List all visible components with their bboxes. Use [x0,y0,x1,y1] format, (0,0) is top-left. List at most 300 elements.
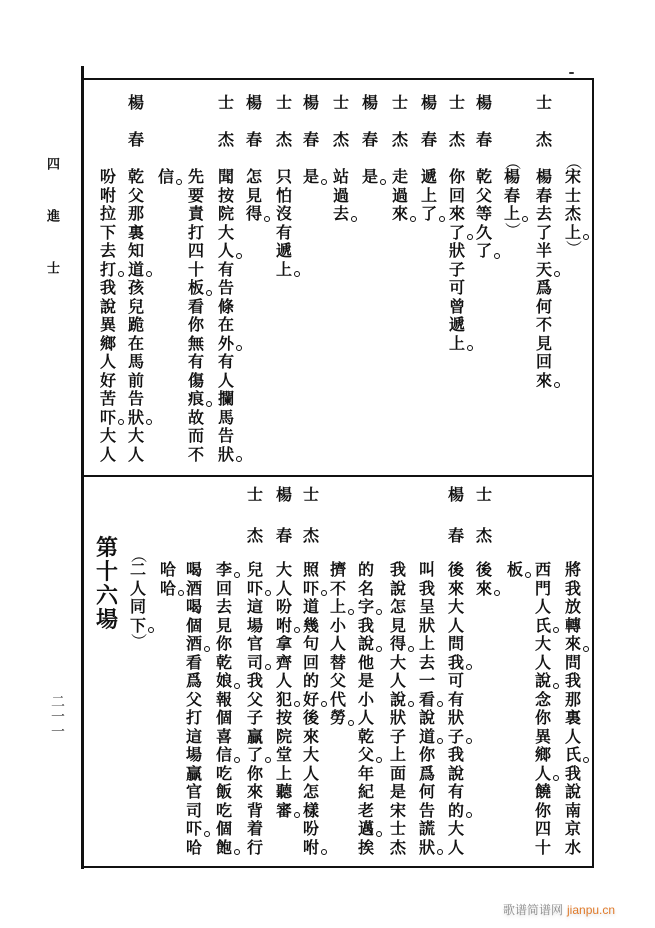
glyph: 春 [420,130,437,149]
glyph: 下 [99,222,116,242]
glyph: 杰 [246,526,263,545]
punctuation-circle [294,627,300,633]
glyph: 無 [187,333,204,353]
glyph: 句 [302,634,319,653]
glyph: 遞 [275,241,292,260]
glyph: 痕 [187,390,205,409]
glyph: 乾 [215,652,232,672]
glyph: 上 [329,598,347,617]
glyph: 大 [389,652,406,672]
glyph: 士 [332,93,349,112]
punctuation-circle [321,179,327,185]
glyph: 遞 [448,315,465,334]
glyph: 大 [534,634,551,653]
glyph: 轉 [564,615,581,635]
glyph: 見 [535,333,552,353]
glyph: 大 [217,222,234,242]
glyph: 楊 [275,485,292,504]
glyph: 父 [127,185,144,205]
glyph: 二 [129,560,146,579]
glyph: 一 [418,671,435,690]
glyph: 在 [217,315,234,334]
glyph: 打 [185,708,202,727]
glyph: 見 [389,615,406,635]
punctuation-circle [236,253,242,259]
glyph: 子 [389,726,406,746]
dialogue-text [418,561,436,857]
glyph: 那 [127,204,144,223]
glyph: 兒 [127,296,144,316]
glyph: 將 [564,560,581,579]
glyph: 拉 [99,204,116,223]
dialogue-continuation-column [389,0,407,928]
glyph: 信 [157,168,175,187]
glyph: 等 [475,204,492,223]
dialogue-text [329,561,347,728]
glyph: 贏 [246,726,263,746]
glyph: 條 [217,296,234,316]
glyph: 來 [535,372,553,391]
glyph: 有 [447,782,464,801]
glyph: 楊 [245,93,262,112]
dialogue-text [185,561,203,857]
glyph: 見 [245,185,262,205]
glyph: 爲 [185,671,202,690]
glyph: 父 [185,689,202,709]
punctuation-circle [554,382,560,388]
glyph: 人 [127,444,144,464]
punctuation-circle [494,253,500,259]
glyph: 替 [329,652,346,672]
glyph: 杰 [275,130,292,149]
glyph: 上 [503,205,521,224]
glyph: 司 [246,654,264,673]
glyph: 四 [534,819,551,838]
glyph: 先 [187,167,204,186]
glyph: 春 [361,130,378,149]
glyph: 杰 [332,130,349,149]
glyph: 見 [215,615,232,635]
glyph: 道 [418,728,436,747]
glyph: 按 [275,708,292,727]
dialogue-text [389,561,407,857]
glyph: 告 [217,426,234,445]
glyph: 來 [246,782,263,801]
glyph: 擠 [329,560,346,579]
glyph: 行 [246,837,263,857]
glyph: 我 [564,578,581,598]
glyph: 去 [332,205,350,224]
glyph: 楊 [420,93,437,112]
glyph: 狀 [389,708,406,727]
glyph: 可 [447,671,464,690]
glyph: 紀 [357,782,374,801]
glyph: 來 [564,635,582,654]
glyph: 人 [275,671,292,690]
punctuation-circle [583,646,589,652]
glyph: 要 [187,185,204,205]
glyph: ） [129,632,148,649]
glyph: 裏 [127,222,144,242]
glyph: 過 [391,185,408,205]
glyph: 人 [534,597,551,616]
glyph: 孩 [127,278,144,297]
glyph: 道 [127,261,145,280]
glyph: 呈 [418,597,435,616]
punctuation-circle [234,757,240,763]
glyph: 吓 [246,580,264,599]
dialogue-continuation-column [418,0,436,928]
glyph: 走 [391,167,408,186]
dialogue-continuation-column [564,0,582,928]
punctuation-circle [236,345,242,351]
glyph: 人 [329,634,346,653]
glyph: （ [129,546,148,563]
glyph: 士 [475,485,492,504]
glyph: 娘 [215,672,233,691]
punctuation-circle [294,271,300,277]
glyph: 飯 [215,782,232,801]
glyph: 我 [418,578,435,598]
glyph: 第 [95,535,118,561]
glyph: 我 [447,745,464,764]
glyph: 按 [217,185,234,205]
glyph: 堂 [275,745,292,764]
glyph: 酒 [185,578,202,598]
punctuation-circle [553,683,559,689]
glyph: 吓 [302,580,320,599]
punctuation-circle [583,757,589,763]
glyph: 楊 [302,93,319,112]
glyph: 是 [389,782,406,801]
glyph: 楊 [503,167,520,186]
glyph: 氏 [534,617,552,636]
glyph: 春 [302,130,319,149]
glyph: 遞 [420,167,437,186]
glyph: 鄉 [534,745,551,764]
glyph: 吓 [99,409,117,428]
glyph: 人 [99,352,116,371]
punctuation-circle [466,738,472,744]
glyph: 杰 [302,526,319,545]
glyph: 有 [447,689,464,709]
glyph: 吩 [99,167,116,186]
punctuation-circle [439,216,445,222]
glyph: 說 [447,763,464,783]
glyph: 門 [534,578,551,598]
glyph: 吃 [215,800,232,820]
glyph: 父 [475,185,492,205]
punctuation-circle [265,664,271,670]
glyph: 小 [329,615,346,635]
glyph: 乾 [475,167,492,186]
glyph: 怎 [302,782,319,801]
glyph: 哈 [159,580,177,599]
glyph: 年 [357,763,374,783]
glyph: 問 [447,634,464,653]
glyph: 咐 [302,839,320,858]
glyph: 去 [99,241,116,260]
glyph: 喜 [215,726,232,746]
glyph: 回 [448,185,465,205]
glyph: 你 [534,800,551,820]
glyph: 了 [420,205,438,224]
glyph: 咐 [99,185,116,205]
glyph: 齊 [275,652,292,672]
glyph: 氏 [564,746,582,765]
glyph: 李 [215,561,233,580]
punctuation-circle [525,572,531,578]
glyph: 士 [535,93,552,112]
glyph: 楊 [447,485,464,504]
glyph: 是 [357,671,374,690]
glyph: 說 [99,296,116,316]
glyph: 杰 [391,130,408,149]
glyph: 士 [302,485,319,504]
glyph: 是 [361,168,379,187]
punctuation-circle [206,290,212,296]
punctuation-circle [467,345,473,351]
glyph: 狀 [418,615,435,635]
glyph: 春 [127,130,144,149]
glyph: 謊 [418,819,435,838]
glyph: 子 [448,259,465,279]
glyph: 挨 [357,837,374,857]
punctuation-circle [437,849,443,855]
glyph: 杰 [389,837,406,857]
glyph: 狀 [127,409,145,428]
glyph: 子 [447,728,465,747]
punctuation-circle [376,831,382,837]
glyph: 告 [418,800,435,820]
glyph: 報 [215,689,232,709]
glyph: 狀 [447,708,464,727]
glyph: 院 [275,726,292,746]
punctuation-circle [294,701,300,707]
punctuation-circle [204,646,210,652]
glyph: 只 [275,167,292,186]
dialogue-text [275,561,293,820]
glyph: 春 [245,130,262,149]
glyph: 照 [302,560,319,579]
glyph: 狀 [418,839,436,858]
dialogue-column [302,0,320,928]
dialogue-continuation-column [534,0,552,928]
glyph: 飽 [215,839,233,858]
watermark [503,903,615,917]
glyph: 着 [246,819,263,838]
glyph: 聽 [275,782,292,801]
glyph: 來 [302,726,319,746]
stage-direction [129,546,148,649]
glyph: 人 [389,671,406,690]
glyph: 代 [329,689,346,709]
glyph: 道 [302,597,319,616]
glyph: 狀 [217,446,235,465]
dialogue-text [302,561,320,857]
glyph: 告 [217,278,234,297]
punctuation-circle [380,179,386,185]
punctuation-circle [408,701,414,707]
glyph: 小 [357,689,374,709]
glyph: 場 [95,607,118,633]
glyph: 杰 [475,526,492,545]
glyph: 站 [332,167,349,186]
glyph: 我 [564,763,581,783]
glyph: 說 [564,782,581,801]
glyph: 看 [418,691,436,710]
glyph: 你 [215,634,232,653]
punctuation-circle [348,609,354,615]
glyph: 他 [357,652,374,672]
punctuation-circle [467,234,473,240]
punctuation-circle [178,590,184,596]
glyph: 面 [389,763,406,783]
glyph: 說 [418,708,435,727]
glyph: 喝 [185,560,202,579]
glyph: 楊 [475,93,492,112]
glyph: 這 [246,597,263,616]
glyph: 十 [95,559,118,585]
glyph: 鄉 [99,333,116,353]
glyph: 回 [535,352,552,371]
glyph: （ [503,153,522,170]
glyph: 不 [187,444,204,464]
dialogue-text [246,561,264,857]
glyph: 久 [475,222,492,242]
dialogue-column [475,0,493,928]
glyph: 這 [185,726,202,746]
dialogue-continuation-column [159,0,177,928]
punctuation-circle [553,775,559,781]
watermark-domain: jianpu.cn [567,903,616,917]
glyph: 老 [357,800,374,820]
glyph: 拿 [275,634,292,653]
glyph: 春 [535,185,552,205]
glyph: 邁 [357,820,375,839]
punctuation-circle [321,701,327,707]
punctuation-circle [466,812,472,818]
glyph: 是 [302,168,320,187]
glyph: 贏 [185,763,202,783]
glyph: 南 [564,800,581,820]
punctuation-circle [437,701,443,707]
glyph: 念 [534,689,551,709]
dialogue-continuation-column [503,0,524,928]
glyph: 來 [447,578,464,598]
glyph: 在 [127,333,144,353]
glyph: 士 [564,185,581,205]
glyph: 樣 [302,800,319,820]
glyph: 官 [246,634,263,653]
glyph: 後 [475,560,492,579]
glyph: 有 [217,352,234,371]
glyph: 十 [187,259,204,279]
punctuation-circle [554,271,560,277]
punctuation-circle [265,590,271,596]
glyph: 後 [302,708,319,727]
glyph: 你 [534,708,551,727]
glyph: 而 [187,426,204,445]
glyph: 六 [95,583,118,609]
glyph: 父 [246,689,263,709]
glyph: 春 [475,130,492,149]
glyph: 人 [357,708,374,727]
right-border-rule [592,78,594,868]
glyph: 我 [389,560,406,579]
glyph: 杰 [217,130,234,149]
glyph: 人 [534,652,551,672]
glyph: 得 [245,205,263,224]
glyph: 我 [447,654,465,673]
glyph: 士 [391,93,408,112]
glyph: 攔 [217,389,234,408]
glyph: 吩 [275,597,292,616]
glyph: 何 [418,782,435,801]
glyph: 上 [564,224,582,243]
punctuation-circle [321,849,327,855]
glyph: 你 [418,745,435,764]
glyph: 院 [217,204,234,223]
glyph: 說 [389,691,407,710]
glyph: 了 [535,222,552,242]
punctuation-circle [466,664,472,670]
speaker-name [246,487,264,569]
punctuation-circle [437,738,443,744]
glyph: 人 [99,444,116,464]
glyph: 放 [564,597,581,616]
glyph: 怎 [389,597,406,616]
glyph: 來 [448,204,465,223]
glyph: 勞 [329,709,347,728]
dialogue-column [447,0,465,928]
glyph: 人 [564,726,581,746]
glyph: 不 [329,578,346,598]
glyph: 四 [187,241,204,260]
dialogue-text [564,561,582,857]
dialogue-continuation-column [185,0,203,928]
speaker-name [447,487,465,569]
dialogue-continuation-column [329,0,347,928]
glyph: 咐 [275,617,293,636]
glyph: 後 [447,560,464,579]
glyph: 好 [99,370,116,390]
glyph: 大 [99,426,116,445]
glyph: 回 [215,578,232,598]
glyph: 饒 [534,782,551,801]
glyph: 個 [215,819,232,838]
scene-heading-column [95,0,119,928]
glyph: 人 [217,242,235,261]
glyph: 背 [246,800,263,820]
glyph: 怕 [275,185,292,205]
glyph: 曾 [448,296,465,316]
glyph: 你 [246,763,263,783]
glyph: 名 [357,578,374,598]
glyph: 何 [535,296,552,316]
glyph: 下 [129,617,147,636]
glyph: 那 [564,689,581,709]
dialogue-text [475,561,493,598]
glyph: 知 [127,241,144,260]
glyph: 大 [302,745,319,764]
glyph: 來 [391,205,409,224]
punctuation-circle [408,646,414,652]
glyph: 楊 [535,167,552,186]
glyph: 外 [217,335,235,354]
glyph: 人 [447,837,464,857]
glyph: 上 [389,745,406,764]
